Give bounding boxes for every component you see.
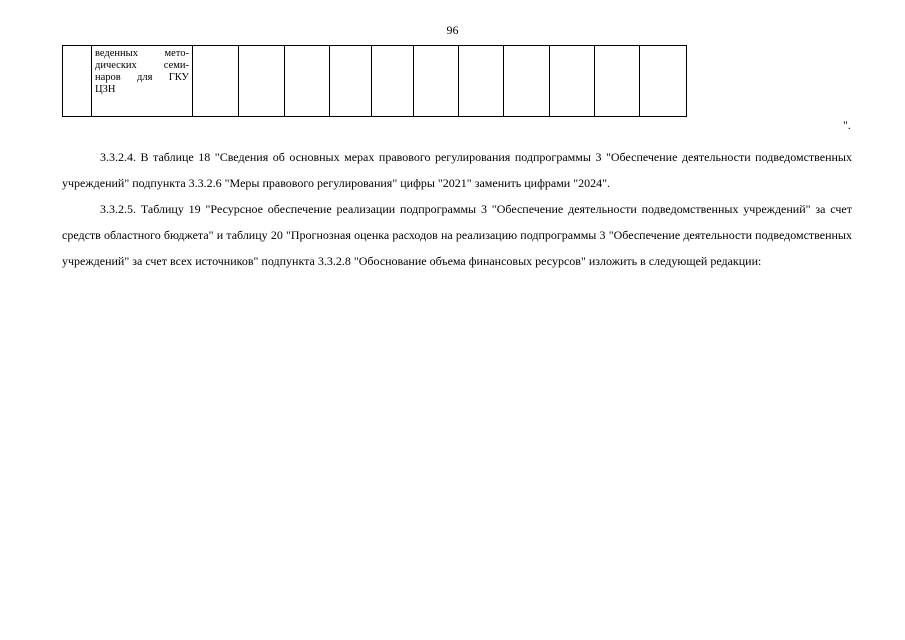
table-cell-empty [330,46,372,117]
table-row [63,46,687,117]
table-cell-empty [459,46,504,117]
description-line: ЦЗН [95,84,116,95]
description-line: дических семи- [95,60,189,71]
table-cell-empty [193,46,239,117]
table-cell-description [92,46,193,117]
table-cell-empty [640,46,687,117]
continuation-table [62,45,687,117]
table-cell-empty [239,46,285,117]
paragraph-3-3-2-4: 3.3.2.4. В таблице 18 "Сведения об основных мерах правового регулирования подпрограммы 3 "Обеспечение деятельности подведомственных учреждений" подпункта 3.3.2.6 "Меры правового регулирования" цифры "2021" заменить цифрами "2024". [62,150,852,190]
table-cell-empty [414,46,459,117]
document-body [62,144,852,274]
table-cell-number [63,46,92,117]
table-cell-empty [372,46,414,117]
page-number: 96 [446,23,459,37]
table-cell-empty [504,46,550,117]
paragraph-3-3-2-5: 3.3.2.5. Таблицу 19 "Ресурсное обеспечение реализации подпрограммы 3 "Обеспечение деятельности подведомственных учреждений" за счет средств областного бюджета" и таблицу 20 "Прогнозная оценка расходов на реализацию подпрограммы 3 "Обеспечение деятельности подведомственных учреждений" за счет всех источников" подпункта 3.3.2.8 "Обоснование объема финансовых ресурсов" изложить в следующей редакции: [62,202,852,268]
description-line: наров для ГКУ [95,72,189,83]
closing-quote: ". [843,118,851,132]
description-line: веденных мето- [95,48,189,59]
table-cell-empty [595,46,640,117]
table-cell-empty [285,46,330,117]
table-cell-empty [550,46,595,117]
